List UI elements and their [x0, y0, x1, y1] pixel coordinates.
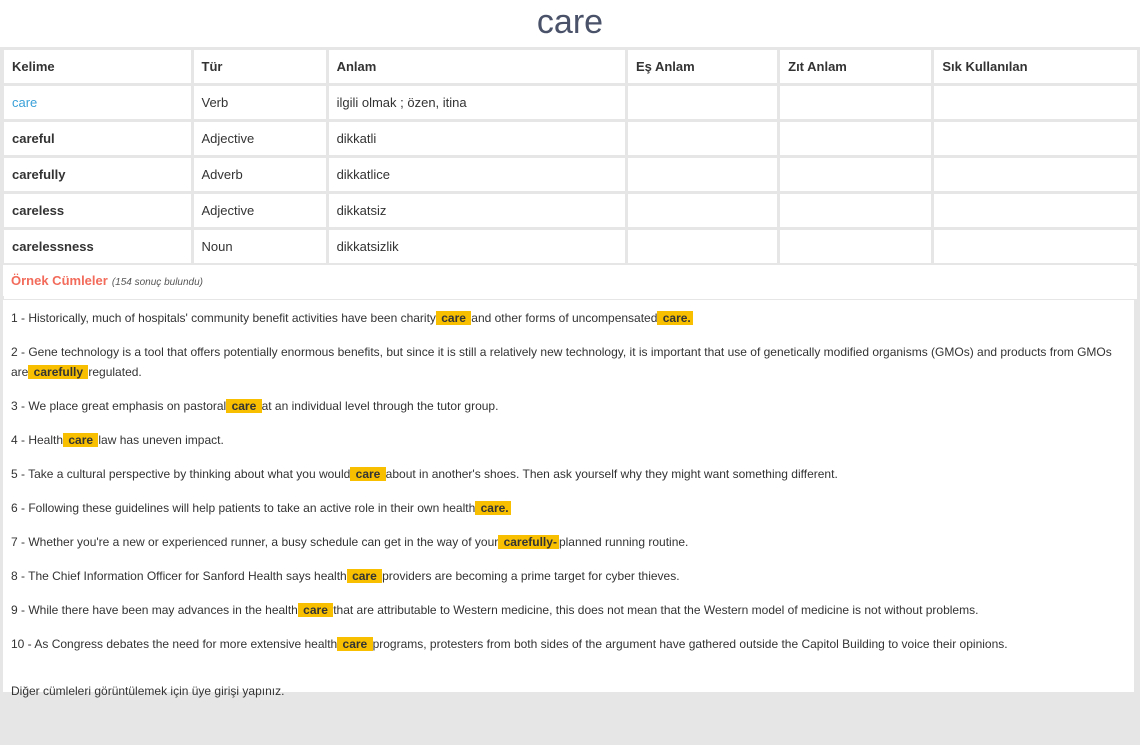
example-sentence — [11, 634, 1126, 654]
example-sentence — [11, 600, 1126, 620]
word-frequent — [934, 122, 1137, 155]
word-synonym — [628, 158, 777, 191]
page-title: care — [536, 3, 604, 41]
word-meaning: dikkatsizlik — [329, 230, 625, 263]
word-cell: careful — [4, 122, 191, 155]
examples-count: (154 sonuç bulundu) — [111, 277, 204, 288]
table-row — [4, 158, 1137, 191]
highlighted-term: care. — [477, 501, 509, 515]
word-antonym — [780, 122, 931, 155]
examples-header — [3, 265, 1134, 296]
col-header-type: Tür — [194, 50, 326, 83]
login-prompt: Diğer cümleleri görüntülemek için üye girişi yapınız. — [11, 684, 285, 698]
word-synonym — [628, 86, 777, 119]
col-header-word: Kelime — [4, 50, 191, 83]
highlighted-term: carefully- — [500, 535, 557, 549]
word-frequent — [934, 230, 1137, 263]
sentence-text: 7 - Whether you're a new or experienced runner, a busy schedule can get in the way of your — [11, 535, 499, 549]
sentence-text: 6 - Following these guidelines will help patients to take an active role in their own health — [11, 501, 476, 515]
example-sentence — [11, 308, 1126, 328]
sentence-text: planned running routine. — [558, 535, 689, 549]
highlighted-term: care — [437, 311, 470, 325]
word-antonym — [780, 158, 931, 191]
highlighted-term: care — [352, 467, 384, 481]
example-sentence — [11, 464, 1126, 484]
word-antonym — [780, 230, 931, 263]
word-meaning: dikkatlice — [329, 158, 625, 191]
word-antonym — [780, 86, 931, 119]
word-cell: careless — [4, 194, 191, 227]
sentence-text: and other forms of uncompensated — [471, 311, 658, 325]
table-row — [4, 122, 1137, 155]
example-sentence — [11, 566, 1126, 586]
word-type: Adjective — [194, 122, 326, 155]
word-synonym — [628, 230, 777, 263]
sentence-text: that are attributable to Western medicine, this does not mean that the Western model of medicine is not without problems. — [333, 603, 979, 617]
example-sentences — [3, 300, 1134, 698]
sentence-text: 10 - As Congress debates the need for more extensive health — [11, 637, 338, 651]
highlighted-term: care — [65, 433, 97, 447]
sentence-text: 4 - Health — [11, 433, 64, 447]
col-header-antonym: Zıt Anlam — [780, 50, 931, 83]
word-synonym — [628, 194, 777, 227]
sentence-text: 5 - Take a cultural perspective by thinking about what you would — [11, 467, 351, 481]
sentence-text: 3 - We place great emphasis on pastoral — [11, 399, 227, 413]
sentence-text: law has uneven impact. — [98, 433, 224, 447]
word-cell: carelessness — [4, 230, 191, 263]
examples-label: Örnek Cümleler — [11, 273, 108, 288]
example-sentence — [11, 396, 1126, 416]
word-type: Noun — [194, 230, 326, 263]
word-cell: carefully — [4, 158, 191, 191]
word-table — [1, 47, 1140, 302]
word-frequent — [934, 158, 1137, 191]
highlighted-term: care. — [659, 311, 691, 325]
word-meaning: dikkatsiz — [329, 194, 625, 227]
example-sentence — [11, 532, 1126, 552]
col-header-meaning: Anlam — [329, 50, 625, 83]
example-sentence — [11, 430, 1126, 450]
col-header-frequent: Sık Kullanılan — [934, 50, 1137, 83]
word-type: Adverb — [194, 158, 326, 191]
sentence-text: programs, protesters from both sides of the argument have gathered outside the Capitol Building to voice their opinions. — [372, 637, 1008, 651]
table-header-row — [4, 50, 1137, 83]
table-row — [4, 86, 1137, 119]
word-meaning: dikkatli — [329, 122, 625, 155]
table-row — [4, 230, 1137, 263]
word-type: Adjective — [194, 194, 326, 227]
sentence-text: 9 - While there have been may advances in the health — [11, 603, 298, 617]
sentence-text: 1 - Historically, much of hospitals' community benefit activities have been charity — [11, 311, 436, 325]
word-antonym — [780, 194, 931, 227]
sentence-text: 8 - The Chief Information Officer for Sanford Health says health — [11, 569, 347, 583]
sentence-text: at an individual level through the tutor group. — [261, 399, 499, 413]
word-frequent — [934, 86, 1137, 119]
word-link[interactable]: care — [4, 86, 191, 119]
col-header-synonym: Eş Anlam — [628, 50, 777, 83]
highlighted-term: care — [228, 399, 260, 413]
highlighted-term: care — [339, 637, 371, 651]
highlighted-term: care — [299, 603, 332, 617]
sentence-text: 2 - Gene technology is a tool that offers potentially enormous benefits, but since it is still a relatively new technology, it is important that use of genetically modified organisms (GMOs) and products from GMOs are — [11, 345, 1112, 379]
sentence-text: regulated. — [88, 365, 142, 379]
word-meaning: ilgili olmak ; özen, itina — [329, 86, 625, 119]
table-row — [4, 194, 1137, 227]
example-sentence — [11, 342, 1126, 382]
sentence-text: about in another's shoes. Then ask yourself why they might want something different. — [385, 467, 838, 481]
highlighted-term: carefully — [30, 365, 87, 379]
word-type: Verb — [194, 86, 326, 119]
word-synonym — [628, 122, 777, 155]
highlighted-term: care — [348, 569, 381, 583]
sentence-text: providers are becoming a prime target for cyber thieves. — [382, 569, 680, 583]
word-frequent — [934, 194, 1137, 227]
example-sentence — [11, 498, 1126, 518]
